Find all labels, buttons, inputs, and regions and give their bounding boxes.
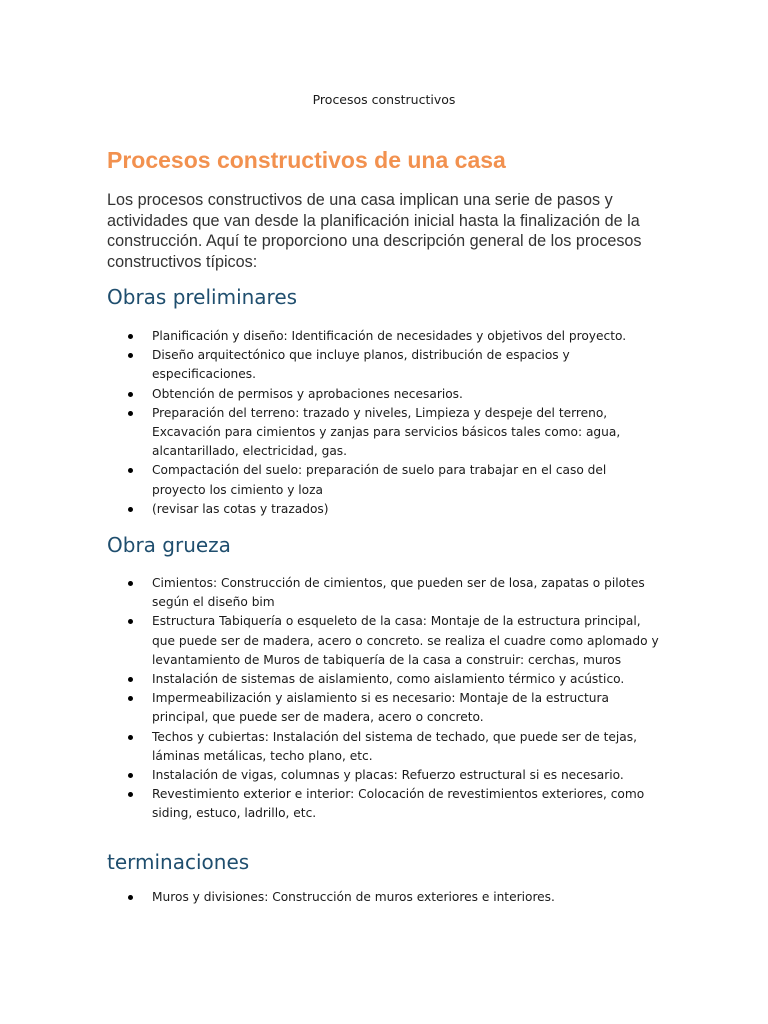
list-item-text: Instalación de sistemas de aislamiento, como aislamiento térmico y acústico. bbox=[152, 672, 625, 687]
list-item bbox=[0, 461, 662, 499]
bullet-icon bbox=[128, 696, 133, 701]
bullet-icon bbox=[128, 507, 133, 512]
bullet-icon bbox=[128, 792, 133, 797]
list-item bbox=[0, 346, 662, 384]
list-item bbox=[0, 500, 662, 519]
running-header: Procesos constructivos bbox=[312, 92, 456, 107]
list-item-text: Compactación del suelo: preparación de suelo para trabajar en el caso del proyecto los cimiento y loza bbox=[152, 463, 607, 497]
list-item bbox=[0, 670, 662, 689]
list-item-text: Revestimiento exterior e interior: Colocación de revestimientos exteriores, como siding, estuco, ladrillo, etc. bbox=[152, 787, 645, 821]
bullet-icon bbox=[128, 334, 133, 339]
bullet-list-obras-preliminares bbox=[0, 327, 768, 519]
bullet-icon bbox=[128, 392, 133, 397]
bullet-icon bbox=[128, 411, 133, 416]
bullet-icon bbox=[128, 619, 133, 624]
list-item-text: Cimientos: Construcción de cimientos, que pueden ser de losa, zapatas o pilotes según el diseño bim bbox=[152, 576, 645, 610]
list-item-text: Techos y cubiertas: Instalación del sistema de techado, que puede ser de tejas, láminas metálicas, techo plano, etc. bbox=[152, 729, 637, 763]
list-item-text: Impermeabilización y aislamiento si es necesario: Montaje de la estructura principal, que puede ser de madera, acero o concreto. bbox=[152, 691, 609, 725]
list-item bbox=[0, 689, 662, 727]
bullet-icon bbox=[128, 353, 133, 358]
list-item-text: Estructura Tabiquería o esqueleto de la casa: Montaje de la estructura principal, que puede ser de madera, acero o concreto. se realiza el cuadre como aplomado y levantamiento de Muros de tabiquería de la casa a construir: cerchas, muros bbox=[152, 614, 659, 667]
intro-paragraph: Los procesos constructivos de una casa implican una serie de pasos y actividades que van desde la planificación inicial hasta la finalización de la construcción. Aquí te proporciono una descripción general de los procesos constructivos típicos: bbox=[107, 191, 642, 271]
list-item bbox=[0, 766, 662, 785]
section-heading-obras-preliminares: Obras preliminares bbox=[107, 285, 298, 309]
list-item bbox=[0, 574, 662, 612]
list-item-text: (revisar las cotas y trazados) bbox=[152, 501, 329, 516]
bullet-list-obra-grueza bbox=[0, 574, 768, 824]
list-item bbox=[0, 888, 662, 907]
list-item bbox=[0, 404, 662, 462]
list-item-text: Planificación y diseño: Identificación de necesidades y objetivos del proyecto. bbox=[152, 329, 627, 343]
bullet-icon bbox=[128, 773, 133, 778]
list-item bbox=[0, 385, 662, 404]
bullet-icon bbox=[128, 581, 133, 586]
list-item-text: Instalación de vigas, columnas y placas: Refuerzo estructural si es necesario. bbox=[152, 768, 624, 783]
list-item-text: Preparación del terreno: trazado y niveles, Limpieza y despeje del terreno, Excavación para cimientos y zanjas para servicios básicos tales como: agua, alcantarillado, electricidad, gas. bbox=[152, 405, 621, 459]
list-item-text: Obtención de permisos y aprobaciones necesarios. bbox=[152, 386, 463, 401]
list-item bbox=[0, 785, 662, 823]
bullet-icon bbox=[128, 735, 133, 740]
list-item bbox=[0, 327, 662, 346]
bullet-icon bbox=[128, 468, 133, 473]
list-item-text: Muros y divisiones: Construcción de muros exteriores e interiores. bbox=[152, 890, 555, 904]
section-heading-terminaciones: terminaciones bbox=[107, 850, 250, 874]
document-title: Procesos constructivos de una casa bbox=[107, 147, 506, 173]
list-item bbox=[0, 612, 662, 670]
bullet-icon bbox=[128, 677, 133, 682]
bullet-icon bbox=[128, 895, 133, 900]
bullet-list-terminaciones bbox=[0, 888, 768, 907]
list-item bbox=[0, 728, 662, 766]
list-item-text: Diseño arquitectónico que incluye planos, distribución de espacios y especificaciones. bbox=[152, 348, 570, 382]
section-heading-obra-grueza: Obra grueza bbox=[107, 533, 231, 557]
